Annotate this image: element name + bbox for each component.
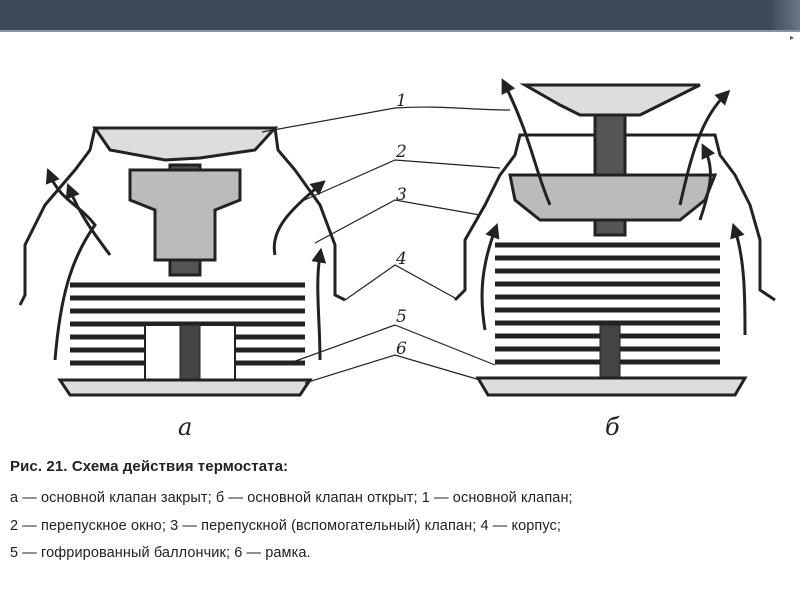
label-view-a: а [178,413,193,441]
view-b-main-valve [525,85,700,115]
thermostat-diagram [0,40,800,450]
figure-caption-title: Рис. 21. Схема действия термостата: [10,458,289,475]
label-6: 6 [396,339,407,359]
view-b-thermostat [455,85,775,395]
view-a-frame [60,380,310,395]
label-2: 2 [396,142,407,162]
label-1: 1 [396,91,407,111]
slide-header-accent [770,0,800,30]
view-a-main-valve [95,128,275,160]
label-3: 3 [396,185,407,205]
label-4: 4 [396,249,407,269]
view-a-thermostat [20,128,345,395]
label-view-b: б [605,413,620,441]
leader-lines [262,107,510,383]
view-a-bypass-window [130,170,240,260]
label-5: 5 [396,307,407,327]
figure-caption-line-1: а — основной клапан закрыт; б — основной клапан открыт; 1 — основной клапан; [10,490,573,506]
view-b-frame [478,378,745,395]
slide-header-bar [0,0,800,30]
figure-caption-line-3: 5 — гофрированный баллончик; 6 — рамка. [10,545,311,561]
slide-header-divider [0,30,800,32]
slide-marker-icon: ▸ [790,33,795,42]
figure-caption-line-2: 2 — перепускное окно; 3 — перепускной (вспомогательный) клапан; 4 — корпус; [10,518,562,534]
